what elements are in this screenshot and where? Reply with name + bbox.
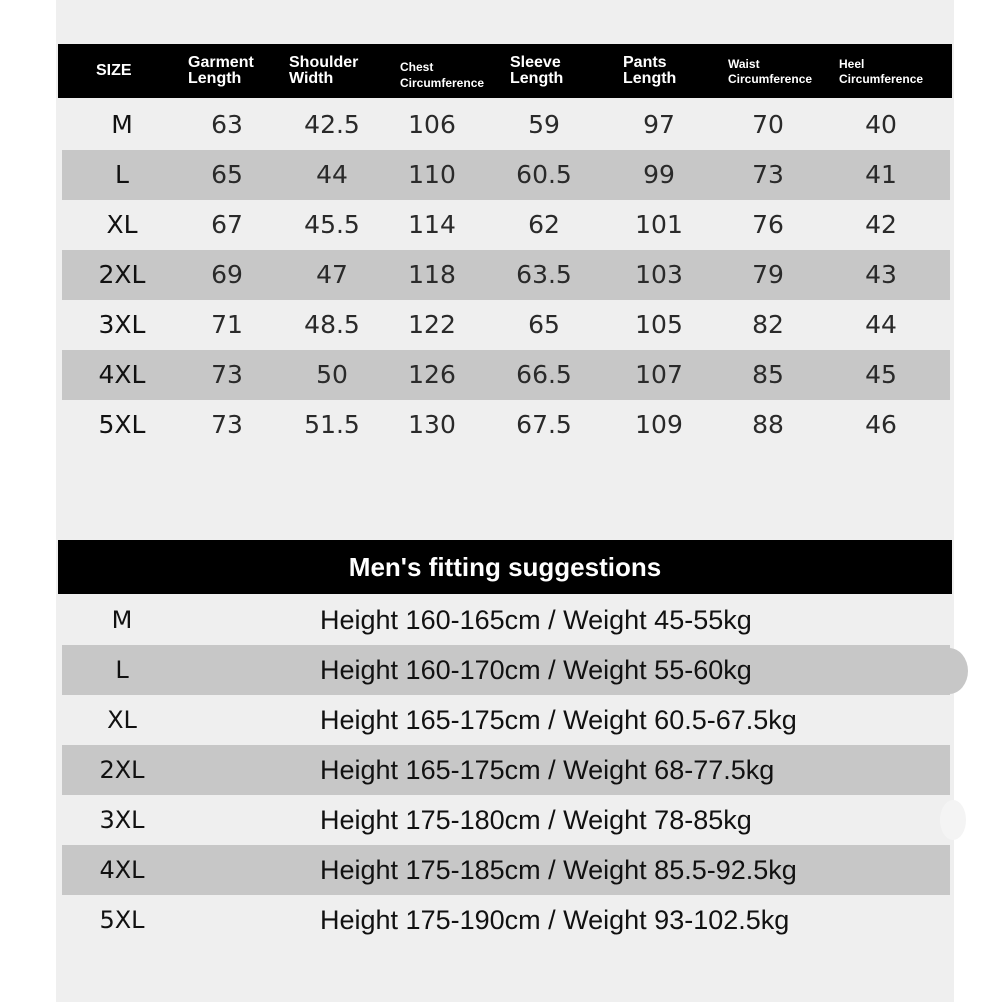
size-table-header	[58, 44, 952, 98]
table-row	[62, 150, 950, 200]
fitting-recommendation: Height 165-175cm / Weight 68-77.5kg	[320, 755, 775, 785]
size-label: 3XL	[98, 310, 146, 339]
edge-bump	[940, 800, 966, 840]
fitting-recommendation: Height 175-180cm / Weight 78-85kg	[320, 805, 752, 835]
table-cell: 122	[408, 310, 456, 339]
header-waist-circumference: Waist Circumference	[728, 56, 813, 86]
table-cell: 79	[752, 260, 784, 289]
table-cell: 48.5	[304, 310, 360, 339]
fitting-row	[62, 845, 950, 895]
fitting-title: Men's fitting suggestions	[58, 540, 952, 594]
table-cell: 105	[635, 310, 683, 339]
table-cell: 97	[643, 110, 675, 139]
table-cell: 45.5	[304, 210, 360, 239]
table-cell: 130	[408, 410, 456, 439]
table-cell: 65	[211, 160, 243, 189]
fitting-row	[62, 595, 950, 645]
table-cell: 41	[865, 160, 897, 189]
fitting-row	[62, 795, 950, 845]
table-cell: 73	[752, 160, 784, 189]
fitting-recommendation: Height 175-185cm / Weight 85.5-92.5kg	[320, 855, 797, 885]
table-cell: 40	[865, 110, 897, 139]
table-cell: 99	[643, 160, 675, 189]
table-cell: 73	[211, 360, 243, 389]
table-cell: 88	[752, 410, 784, 439]
table-cell: 62	[528, 210, 560, 239]
table-cell: 63	[211, 110, 243, 139]
fitting-size-text: 4XL	[99, 856, 145, 884]
table-cell: 44	[316, 160, 348, 189]
fitting-row	[62, 745, 950, 795]
table-cell: 73	[211, 410, 243, 439]
table-cell: 66.5	[516, 360, 572, 389]
header-shoulder-width: Shoulder Width	[289, 54, 359, 87]
size-label: 4XL	[98, 360, 146, 389]
table-cell: 42.5	[304, 110, 360, 139]
table-cell: 76	[752, 210, 784, 239]
table-cell: 47	[316, 260, 348, 289]
table-row	[62, 350, 950, 400]
size-label: L	[115, 160, 129, 189]
fitting-size-text: XL	[107, 706, 137, 734]
table-cell: 45	[865, 360, 897, 389]
fitting-size-text: 3XL	[99, 806, 145, 834]
fitting-row	[62, 895, 950, 945]
table-cell: 44	[865, 310, 897, 339]
header-size: SIZE	[96, 62, 132, 79]
table-cell: 67	[211, 210, 243, 239]
size-label: 5XL	[98, 410, 146, 439]
table-cell: 109	[635, 410, 683, 439]
fitting-size-text: L	[115, 656, 129, 684]
table-cell: 110	[408, 160, 456, 189]
fitting-recommendation: Height 160-165cm / Weight 45-55kg	[320, 605, 752, 635]
size-label: 2XL	[98, 260, 146, 289]
table-cell: 67.5	[516, 410, 572, 439]
size-label: M	[111, 110, 133, 139]
fitting-row	[62, 695, 950, 745]
table-cell: 82	[752, 310, 784, 339]
size-label: XL	[106, 210, 138, 239]
table-cell: 107	[635, 360, 683, 389]
table-cell: 59	[528, 110, 560, 139]
table-row	[62, 250, 950, 300]
table-row	[62, 200, 950, 250]
fitting-recommendation: Height 175-190cm / Weight 93-102.5kg	[320, 905, 790, 935]
fitting-size-text: M	[111, 606, 133, 634]
fitting-recommendation: Height 160-170cm / Weight 55-60kg	[320, 655, 752, 685]
table-cell: 43	[865, 260, 897, 289]
fitting-size-text: 2XL	[99, 756, 145, 784]
table-cell: 71	[211, 310, 243, 339]
header-chest-circumference: Chest Circumference	[400, 60, 485, 90]
table-cell: 70	[752, 110, 784, 139]
fitting-recommendation: Height 165-175cm / Weight 60.5-67.5kg	[320, 705, 797, 735]
table-cell: 65	[528, 310, 560, 339]
table-cell: 46	[865, 410, 897, 439]
header-garment-length: Garment Length	[188, 54, 254, 87]
header-sleeve-length: Sleeve Length	[510, 54, 564, 87]
table-cell: 114	[408, 210, 456, 239]
table-cell: 85	[752, 360, 784, 389]
header-heel-circumference: Heel Circumference	[839, 56, 924, 86]
table-cell: 42	[865, 210, 897, 239]
table-cell: 69	[211, 260, 243, 289]
table-row	[62, 300, 950, 350]
table-cell: 60.5	[516, 160, 572, 189]
table-cell: 103	[635, 260, 683, 289]
table-row	[62, 400, 950, 450]
table-cell: 106	[408, 110, 456, 139]
fitting-row	[62, 645, 950, 695]
table-row	[62, 100, 950, 150]
table-cell: 50	[316, 360, 348, 389]
header-pants-length: Pants Length	[623, 54, 677, 87]
edge-bump	[930, 648, 968, 694]
table-cell: 118	[408, 260, 456, 289]
table-cell: 126	[408, 360, 456, 389]
fitting-size-text: 5XL	[99, 906, 145, 934]
table-cell: 101	[635, 210, 683, 239]
table-cell: 63.5	[516, 260, 572, 289]
table-cell: 51.5	[304, 410, 360, 439]
